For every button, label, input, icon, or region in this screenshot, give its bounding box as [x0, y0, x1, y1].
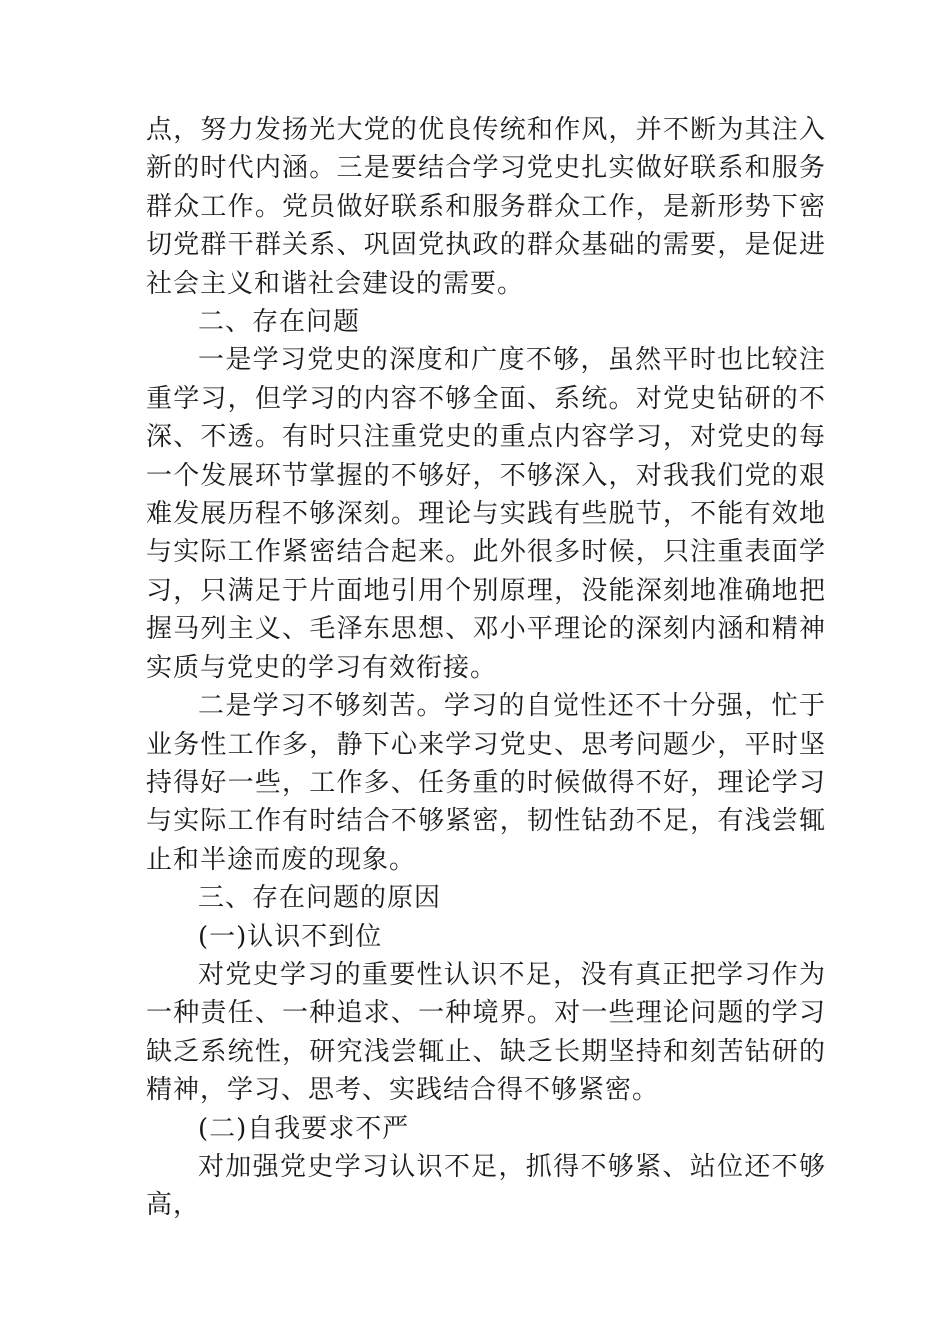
paragraph-intro: 点，努力发扬光大党的优良传统和作风，并不断为其注入新的时代内涵。三是要结合学习党史扎实做好联系和服务群众工作。党员做好联系和服务群众工作，是新形势下密切党群干群关系、巩固党执政的群众基础的需要，是促进社会主义和谐社会建设的需要。 — [146, 115, 826, 299]
paragraph-problem-two: 二是学习不够刻苦。学习的自觉性还不十分强，忙于业务性工作多，静下心来学习党史、思考问题少，平时坚持得好一些，工作多、任务重的时候做得不好，理论学习与实际工作有时结合不够紧密，韧性钻劲不足，有浅尝辄止和半途而废的现象。 — [146, 691, 826, 875]
section-heading-causes: 三、存在问题的原因 — [198, 883, 442, 914]
section-heading-existing-problems: 二、存在问题 — [198, 307, 361, 338]
paragraph-problem-one: 一是学习党史的深度和广度不够，虽然平时也比较注重学习，但学习的内容不够全面、系统。对党史钻研的不深、不透。有时只注重党史的重点内容学习，对党史的每一个发展环节掌握的不够好，不够深入，对我我们党的艰难发展历程不够深刻。理论与实践有些脱节，不能有效地与实际工作紧密结合起来。此外很多时候，只注重表面学习，只满足于片面地引用个别原理，没能深刻地准确地把握马列主义、毛泽东思想、邓小平理论的深刻内涵和精神实质与党史的学习有效衔接。 — [146, 345, 826, 683]
subheading-self-requirement: (二)自我要求不严 — [198, 1113, 410, 1144]
document-body — [146, 111, 826, 1225]
paragraph-awareness: 对党史学习的重要性认识不足，没有真正把学习作为一种责任、一种追求、一种境界。对一些理论问题的学习缺乏系统性，研究浅尝辄止、缺乏长期坚持和刻苦钻研的精神，学习、思考、实践结合得不够紧密。 — [146, 959, 826, 1106]
subheading-awareness: (一)认识不到位 — [198, 921, 383, 952]
paragraph-self-requirement: 对加强党史学习认识不足，抓得不够紧、站位还不够高， — [146, 1151, 826, 1221]
